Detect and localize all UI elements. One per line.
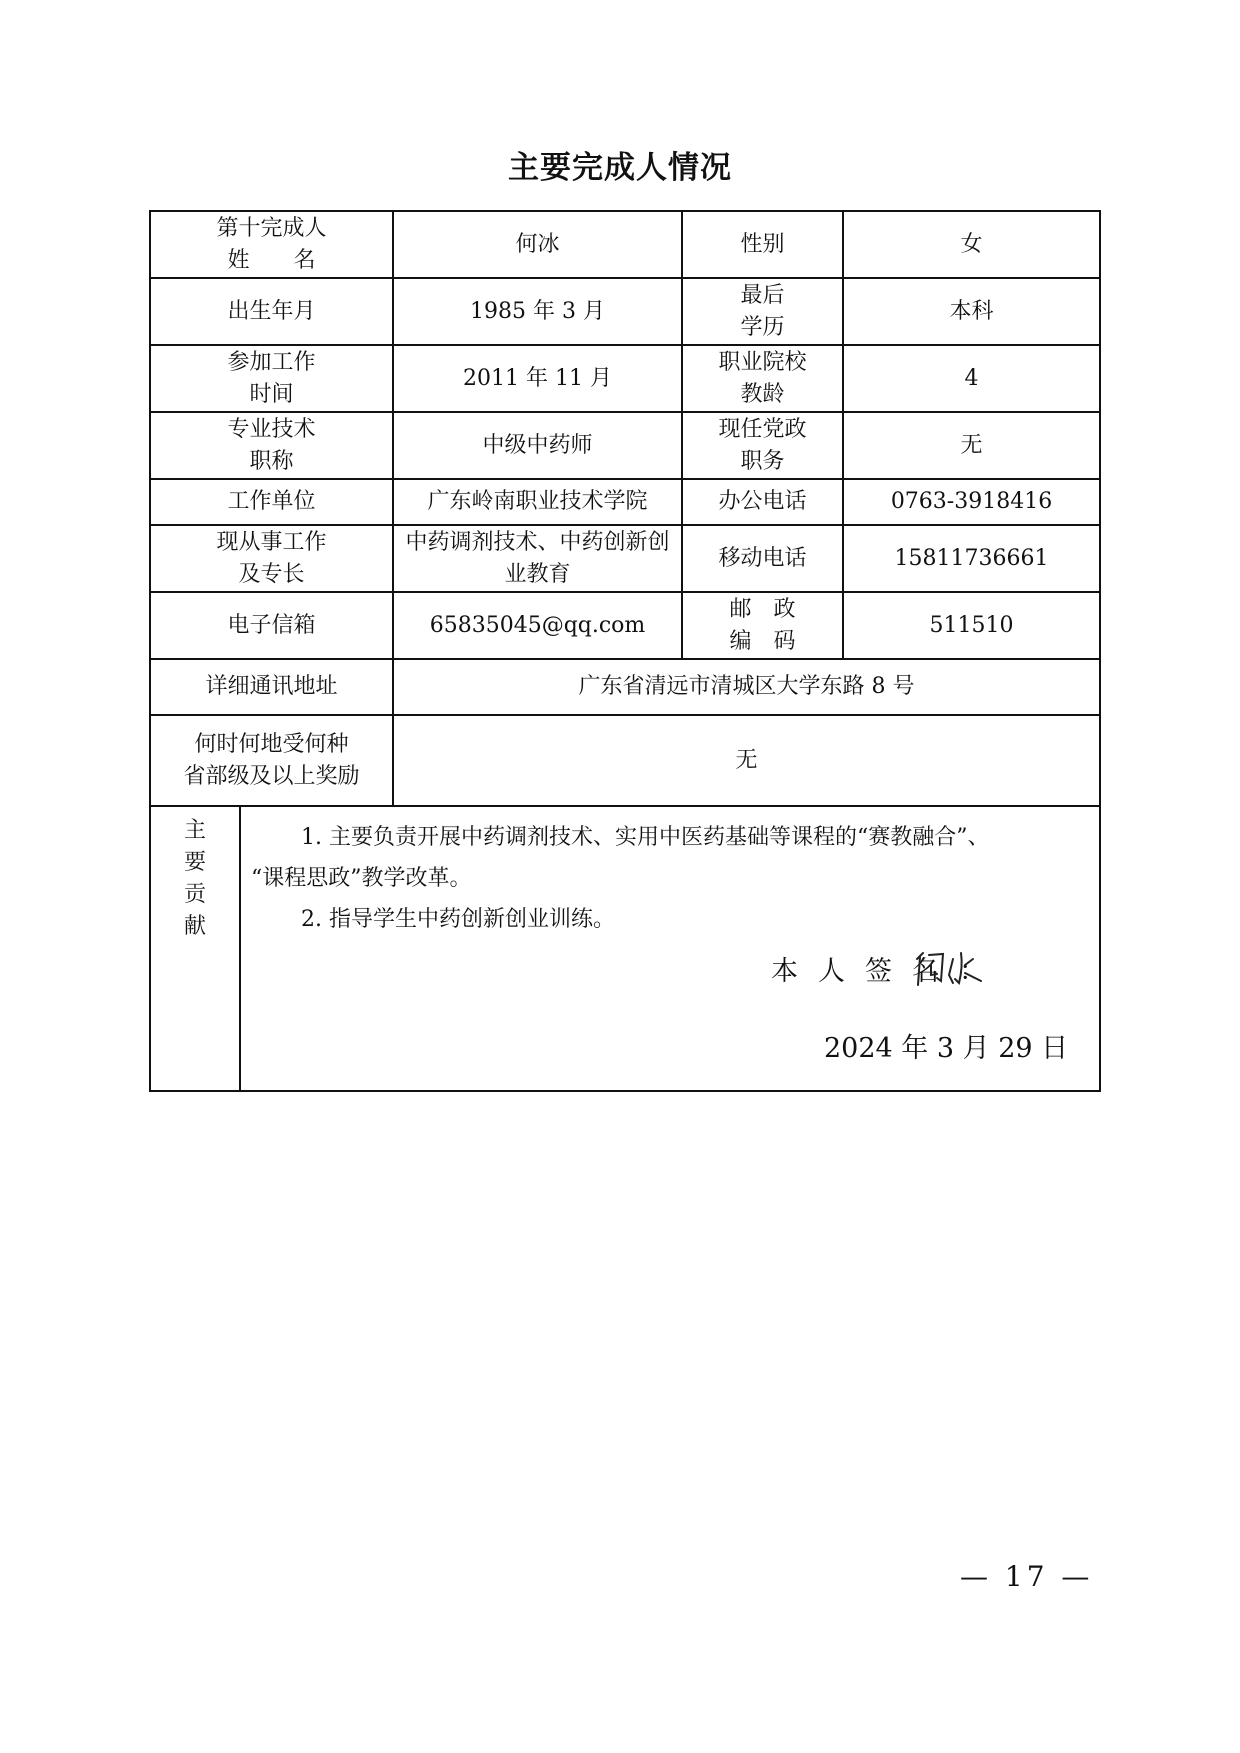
birth-label: 出生年月 bbox=[150, 278, 393, 345]
education-value: 本科 bbox=[843, 278, 1100, 345]
prof-title-label: 专业技术 职称 bbox=[150, 412, 393, 479]
office-phone-value: 0763-3918416 bbox=[843, 479, 1100, 525]
unit-value: 广东岭南职业技术学院 bbox=[393, 479, 682, 525]
address-value: 广东省清远市清城区大学东路 8 号 bbox=[393, 659, 1100, 715]
education-label: 最后 学历 bbox=[682, 278, 843, 345]
handwritten-signature bbox=[909, 945, 1029, 1000]
contribution-label: 主 要 贡 献 bbox=[150, 806, 240, 1091]
contribution-line-1: 1. 主要负责开展中药调剂技术、实用中医药基础等课程的“赛教融合”、 bbox=[301, 825, 990, 850]
party-post-label: 现任党政 职务 bbox=[682, 412, 843, 479]
award-label: 何时何地受何种 省部级及以上奖励 bbox=[150, 715, 393, 806]
award-value: 无 bbox=[393, 715, 1100, 806]
prof-title-value: 中级中药师 bbox=[393, 412, 682, 479]
completer-info-table bbox=[149, 210, 1101, 1092]
email-value: 65835045@qq.com bbox=[393, 592, 682, 659]
postcode-value: 511510 bbox=[843, 592, 1100, 659]
teaching-years-label: 职业院校 教龄 bbox=[682, 345, 843, 412]
email-label: 电子信箱 bbox=[150, 592, 393, 659]
current-work-value: 中药调剂技术、中药创新创 业教育 bbox=[393, 525, 682, 592]
teaching-years-value: 4 bbox=[843, 345, 1100, 412]
office-phone-label: 办公电话 bbox=[682, 479, 843, 525]
current-work-label: 现从事工作 及专长 bbox=[150, 525, 393, 592]
mobile-value: 15811736661 bbox=[843, 525, 1100, 592]
unit-label: 工作单位 bbox=[150, 479, 393, 525]
contribution-line-3: 2. 指导学生中药创新创业训练。 bbox=[301, 907, 615, 932]
page-number: — 17 — bbox=[960, 1560, 1094, 1593]
page-title: 主要完成人情况 bbox=[508, 150, 732, 186]
postcode-label: 邮 政 编 码 bbox=[682, 592, 843, 659]
sign-date: 2024 年 3 月 29 日 bbox=[824, 1033, 1069, 1064]
gender-label: 性别 bbox=[682, 211, 843, 278]
work-start-value: 2011 年 11 月 bbox=[393, 345, 682, 412]
name-label: 第十完成人 姓 名 bbox=[150, 211, 393, 278]
signature-label: 本人签名： bbox=[771, 956, 1006, 987]
mobile-label: 移动电话 bbox=[682, 525, 843, 592]
contribution-line-2: “课程思政”教学改革。 bbox=[251, 866, 472, 891]
gender-value: 女 bbox=[843, 211, 1100, 278]
birth-value: 1985 年 3 月 bbox=[393, 278, 682, 345]
address-label: 详细通讯地址 bbox=[150, 659, 393, 715]
contribution-content bbox=[240, 806, 1100, 1091]
work-start-label: 参加工作 时间 bbox=[150, 345, 393, 412]
party-post-value: 无 bbox=[843, 412, 1100, 479]
name-value: 何冰 bbox=[393, 211, 682, 278]
